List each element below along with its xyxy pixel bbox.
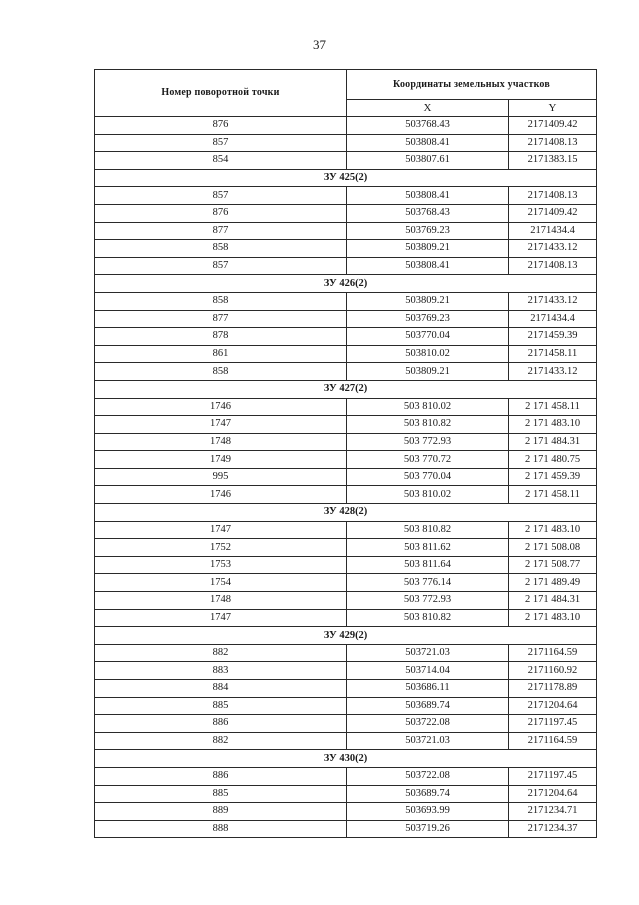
x-coordinate-cell: 503809.21 xyxy=(347,363,509,381)
y-coordinate-cell: 2171234.71 xyxy=(509,803,597,821)
table-row xyxy=(95,556,597,574)
table-row xyxy=(95,292,597,310)
x-coordinate-cell: 503769.23 xyxy=(347,222,509,240)
table-row xyxy=(95,134,597,152)
x-coordinate-cell: 503 811.62 xyxy=(347,539,509,557)
section-row xyxy=(95,275,597,293)
x-coordinate-cell: 503 811.64 xyxy=(347,556,509,574)
x-coordinate-cell: 503719.26 xyxy=(347,820,509,838)
section-title: ЗУ 425(2) xyxy=(95,169,597,187)
table-row xyxy=(95,539,597,557)
y-coordinate-cell: 2171178.89 xyxy=(509,680,597,698)
section-row xyxy=(95,504,597,522)
point-number-cell: 1747 xyxy=(95,521,347,539)
section-title: ЗУ 428(2) xyxy=(95,504,597,522)
point-number-cell: 854 xyxy=(95,152,347,170)
point-number-cell: 861 xyxy=(95,345,347,363)
header-point-number: Номер поворотной точки xyxy=(95,70,347,117)
table-row xyxy=(95,240,597,258)
x-coordinate-cell: 503 810.82 xyxy=(347,416,509,434)
table-row xyxy=(95,416,597,434)
y-coordinate-cell: 2 171 483.10 xyxy=(509,521,597,539)
table-row xyxy=(95,363,597,381)
table-row xyxy=(95,732,597,750)
y-coordinate-cell: 2171433.12 xyxy=(509,240,597,258)
point-number-cell: 888 xyxy=(95,820,347,838)
point-number-cell: 1746 xyxy=(95,486,347,504)
point-number-cell: 1754 xyxy=(95,574,347,592)
table-row xyxy=(95,433,597,451)
y-coordinate-cell: 2171383.15 xyxy=(509,152,597,170)
coordinates-table xyxy=(94,69,597,838)
table-row xyxy=(95,468,597,486)
table-row xyxy=(95,310,597,328)
y-coordinate-cell: 2171204.64 xyxy=(509,697,597,715)
point-number-cell: 1752 xyxy=(95,539,347,557)
table-row xyxy=(95,521,597,539)
x-coordinate-cell: 503 772.93 xyxy=(347,592,509,610)
point-number-cell: 858 xyxy=(95,240,347,258)
y-coordinate-cell: 2171408.13 xyxy=(509,134,597,152)
table-row xyxy=(95,592,597,610)
y-coordinate-cell: 2171408.13 xyxy=(509,257,597,275)
point-number-cell: 1746 xyxy=(95,398,347,416)
x-coordinate-cell: 503689.74 xyxy=(347,697,509,715)
point-number-cell: 857 xyxy=(95,134,347,152)
y-coordinate-cell: 2 171 484.31 xyxy=(509,433,597,451)
x-coordinate-cell: 503721.03 xyxy=(347,732,509,750)
x-coordinate-cell: 503693.99 xyxy=(347,803,509,821)
point-number-cell: 1748 xyxy=(95,592,347,610)
point-number-cell: 883 xyxy=(95,662,347,680)
x-coordinate-cell: 503808.41 xyxy=(347,187,509,205)
point-number-cell: 885 xyxy=(95,785,347,803)
point-number-cell: 876 xyxy=(95,117,347,135)
y-coordinate-cell: 2171204.64 xyxy=(509,785,597,803)
point-number-cell: 858 xyxy=(95,363,347,381)
point-number-cell: 1747 xyxy=(95,609,347,627)
table-row xyxy=(95,803,597,821)
y-coordinate-cell: 2 171 458.11 xyxy=(509,486,597,504)
y-coordinate-cell: 2171164.59 xyxy=(509,732,597,750)
y-coordinate-cell: 2171234.37 xyxy=(509,820,597,838)
section-title: ЗУ 426(2) xyxy=(95,275,597,293)
point-number-cell: 884 xyxy=(95,680,347,698)
y-coordinate-cell: 2171458.11 xyxy=(509,345,597,363)
x-coordinate-cell: 503 770.72 xyxy=(347,451,509,469)
y-coordinate-cell: 2171409.42 xyxy=(509,117,597,135)
y-coordinate-cell: 2171459.39 xyxy=(509,328,597,346)
x-coordinate-cell: 503722.08 xyxy=(347,767,509,785)
point-number-cell: 1747 xyxy=(95,416,347,434)
header-coordinates: Координаты земельных участков xyxy=(347,70,597,100)
section-row xyxy=(95,750,597,768)
table-row xyxy=(95,398,597,416)
point-number-cell: 877 xyxy=(95,310,347,328)
y-coordinate-cell: 2171433.12 xyxy=(509,363,597,381)
section-title: ЗУ 429(2) xyxy=(95,627,597,645)
point-number-cell: 858 xyxy=(95,292,347,310)
point-number-cell: 882 xyxy=(95,732,347,750)
y-coordinate-cell: 2171164.59 xyxy=(509,644,597,662)
table-row xyxy=(95,345,597,363)
y-coordinate-cell: 2171197.45 xyxy=(509,767,597,785)
section-title: ЗУ 427(2) xyxy=(95,380,597,398)
section-row xyxy=(95,627,597,645)
point-number-cell: 877 xyxy=(95,222,347,240)
point-number-cell: 886 xyxy=(95,767,347,785)
point-number-cell: 876 xyxy=(95,204,347,222)
table-row xyxy=(95,820,597,838)
x-coordinate-cell: 503 810.82 xyxy=(347,609,509,627)
y-coordinate-cell: 2 171 483.10 xyxy=(509,609,597,627)
x-coordinate-cell: 503768.43 xyxy=(347,117,509,135)
y-coordinate-cell: 2 171 483.10 xyxy=(509,416,597,434)
header-y: Y xyxy=(509,100,597,117)
x-coordinate-cell: 503769.23 xyxy=(347,310,509,328)
x-coordinate-cell: 503808.41 xyxy=(347,257,509,275)
table-row xyxy=(95,328,597,346)
y-coordinate-cell: 2171197.45 xyxy=(509,715,597,733)
table-row xyxy=(95,204,597,222)
x-coordinate-cell: 503810.02 xyxy=(347,345,509,363)
x-coordinate-cell: 503808.41 xyxy=(347,134,509,152)
x-coordinate-cell: 503 810.02 xyxy=(347,398,509,416)
table-row xyxy=(95,257,597,275)
page-number: 37 xyxy=(313,37,326,52)
x-coordinate-cell: 503 772.93 xyxy=(347,433,509,451)
y-coordinate-cell: 2171433.12 xyxy=(509,292,597,310)
section-row xyxy=(95,169,597,187)
x-coordinate-cell: 503 810.82 xyxy=(347,521,509,539)
point-number-cell: 889 xyxy=(95,803,347,821)
x-coordinate-cell: 503 810.02 xyxy=(347,486,509,504)
table-row xyxy=(95,785,597,803)
x-coordinate-cell: 503807.61 xyxy=(347,152,509,170)
table-row xyxy=(95,187,597,205)
x-coordinate-cell: 503722.08 xyxy=(347,715,509,733)
x-coordinate-cell: 503809.21 xyxy=(347,292,509,310)
y-coordinate-cell: 2171408.13 xyxy=(509,187,597,205)
table-row xyxy=(95,486,597,504)
table-row xyxy=(95,680,597,698)
section-row xyxy=(95,380,597,398)
table-row xyxy=(95,117,597,135)
y-coordinate-cell: 2 171 508.77 xyxy=(509,556,597,574)
x-coordinate-cell: 503 770.04 xyxy=(347,468,509,486)
table-header xyxy=(95,70,597,117)
x-coordinate-cell: 503 776.14 xyxy=(347,574,509,592)
y-coordinate-cell: 2171409.42 xyxy=(509,204,597,222)
x-coordinate-cell: 503714.04 xyxy=(347,662,509,680)
y-coordinate-cell: 2 171 508.08 xyxy=(509,539,597,557)
x-coordinate-cell: 503686.11 xyxy=(347,680,509,698)
table-row xyxy=(95,697,597,715)
point-number-cell: 1749 xyxy=(95,451,347,469)
table-row xyxy=(95,767,597,785)
point-number-cell: 857 xyxy=(95,257,347,275)
y-coordinate-cell: 2 171 459.39 xyxy=(509,468,597,486)
table-row xyxy=(95,609,597,627)
y-coordinate-cell: 2171160.92 xyxy=(509,662,597,680)
x-coordinate-cell: 503809.21 xyxy=(347,240,509,258)
table-row xyxy=(95,451,597,469)
point-number-cell: 995 xyxy=(95,468,347,486)
table-row xyxy=(95,574,597,592)
y-coordinate-cell: 2171434.4 xyxy=(509,222,597,240)
table-row xyxy=(95,715,597,733)
x-coordinate-cell: 503768.43 xyxy=(347,204,509,222)
x-coordinate-cell: 503770.04 xyxy=(347,328,509,346)
point-number-cell: 1753 xyxy=(95,556,347,574)
table-row xyxy=(95,222,597,240)
y-coordinate-cell: 2 171 489.49 xyxy=(509,574,597,592)
y-coordinate-cell: 2 171 480.75 xyxy=(509,451,597,469)
point-number-cell: 857 xyxy=(95,187,347,205)
point-number-cell: 878 xyxy=(95,328,347,346)
point-number-cell: 886 xyxy=(95,715,347,733)
section-title: ЗУ 430(2) xyxy=(95,750,597,768)
point-number-cell: 1748 xyxy=(95,433,347,451)
y-coordinate-cell: 2 171 484.31 xyxy=(509,592,597,610)
x-coordinate-cell: 503721.03 xyxy=(347,644,509,662)
header-x: X xyxy=(347,100,509,117)
y-coordinate-cell: 2 171 458.11 xyxy=(509,398,597,416)
table-body xyxy=(95,117,597,838)
table-row xyxy=(95,662,597,680)
table-row xyxy=(95,152,597,170)
y-coordinate-cell: 2171434.4 xyxy=(509,310,597,328)
point-number-cell: 885 xyxy=(95,697,347,715)
table-row xyxy=(95,644,597,662)
point-number-cell: 882 xyxy=(95,644,347,662)
x-coordinate-cell: 503689.74 xyxy=(347,785,509,803)
